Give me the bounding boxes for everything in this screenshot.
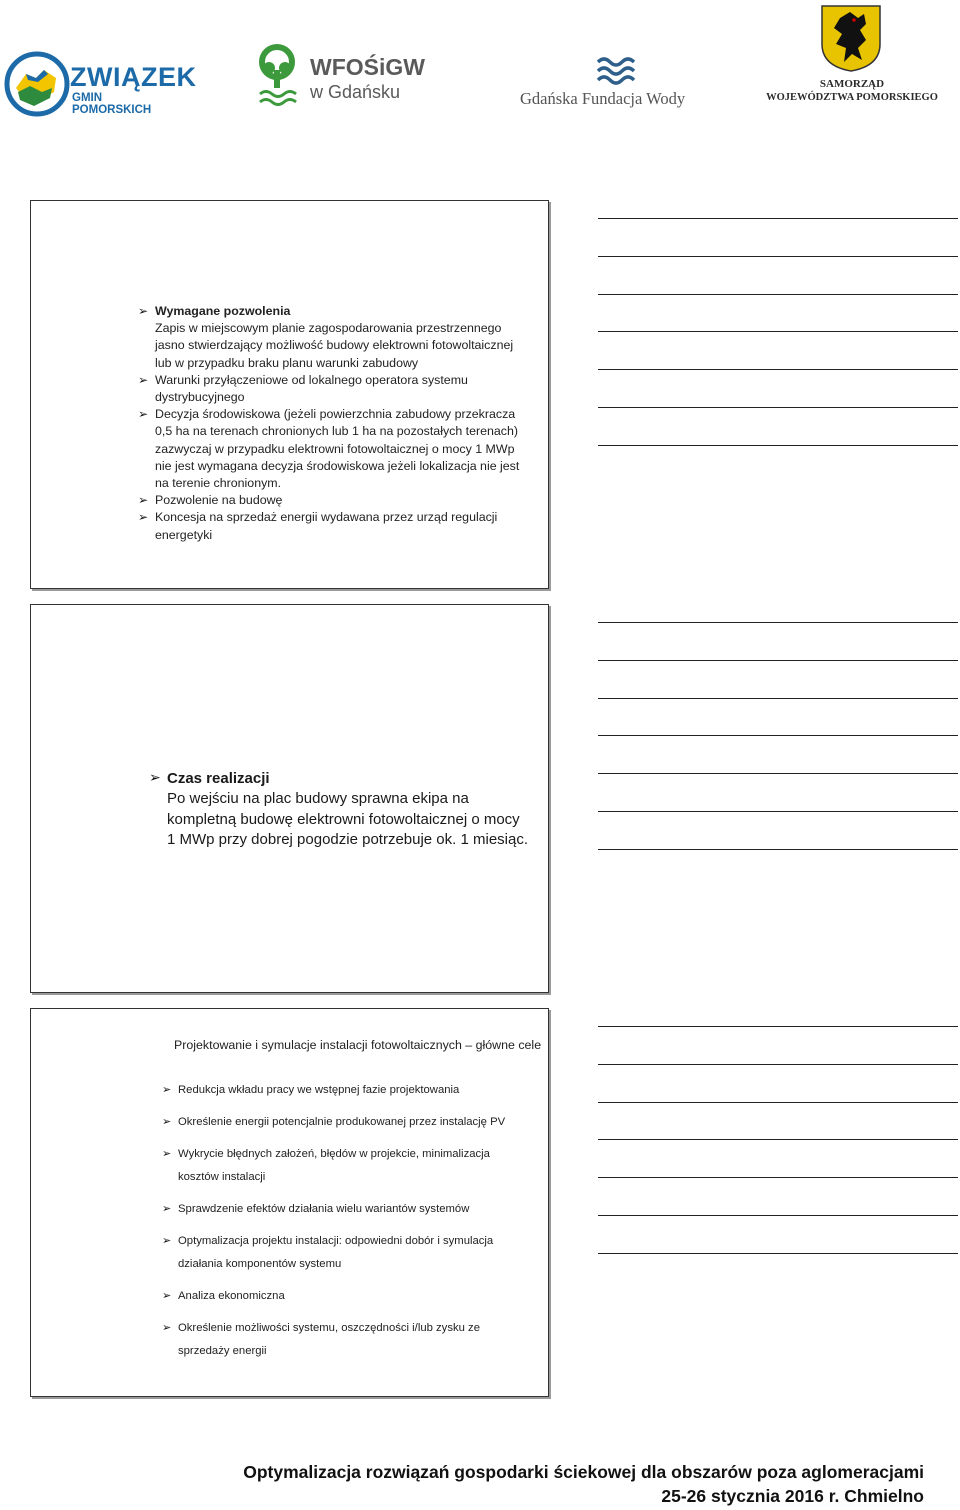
arrow-bullet-icon: ➢ bbox=[138, 407, 149, 422]
arrow-bullet-icon: ➢ bbox=[162, 1148, 172, 1160]
design-goal-text: Redukcja wkładu pracy we wstępnej fazie projektowania bbox=[178, 1084, 460, 1096]
note-line bbox=[598, 849, 958, 850]
permit-item bbox=[138, 406, 525, 492]
permit-item-text: Zapis w miejscowym planie zagospodarowania przestrzennego jasno stwierdzający możliwość budowy elektrowni fotowoltaicznej lub w przypadku braku planu warunki zabudowy bbox=[155, 321, 514, 370]
design-goal-text: Optymalizacja projektu instalacji: odpowiedni dobór i symulacja działania komponentów systemu bbox=[178, 1235, 494, 1270]
notes-lines-2 bbox=[598, 622, 958, 862]
note-line bbox=[598, 1253, 958, 1254]
design-goal-text: Wykrycie błędnych założeń, błędów w projekcie, minimalizacja kosztów instalacji bbox=[178, 1148, 490, 1183]
note-line bbox=[598, 1064, 958, 1065]
permit-item bbox=[138, 303, 525, 320]
design-goal-text: Sprawdzenie efektów działania wielu wariantów systemów bbox=[178, 1203, 470, 1215]
design-goal-text: Analiza ekonomiczna bbox=[178, 1290, 285, 1302]
arrow-bullet-icon: ➢ bbox=[162, 1116, 172, 1128]
notes-lines-1 bbox=[598, 218, 958, 458]
design-goal-item bbox=[162, 1317, 532, 1363]
permit-item bbox=[138, 509, 525, 543]
arrow-bullet-icon: ➢ bbox=[162, 1084, 172, 1096]
permit-item-text: Warunki przyłączeniowe od lokalnego operatora systemu dystrybucyjnego bbox=[155, 372, 468, 405]
permit-item-text: Wymagane pozwolenia bbox=[155, 304, 291, 318]
realization-body: Po wejściu na plac budowy sprawna ekipa na kompletną budowę elektrowni fotowoltaicznej o mocy 1 MWp przy dobrej pogodzie potrzebuje ok. 1 miesiąc. bbox=[167, 790, 529, 848]
footer-event-date: 25-26 stycznia 2016 r. Chmielno bbox=[661, 1486, 924, 1506]
arrow-bullet-icon: ➢ bbox=[138, 510, 149, 525]
samorzad-wojewodztwa-logo bbox=[766, 4, 938, 108]
griffin-crest-icon bbox=[820, 4, 882, 72]
arrow-bullet-icon: ➢ bbox=[138, 304, 149, 318]
design-goal-text: Określenie możliwości systemu, oszczędności i/lub zysku ze sprzedaży energii bbox=[178, 1322, 480, 1357]
gdanska-fundacja-wody-name: Gdańska Fundacja Wody bbox=[520, 89, 686, 108]
wfosigw-logo bbox=[252, 44, 442, 114]
note-line bbox=[598, 622, 958, 623]
design-goal-text: Określenie energii potencjalnie produkowanej przez instalację PV bbox=[178, 1116, 506, 1128]
note-line bbox=[598, 698, 958, 699]
gdanska-fundacja-wody-logo bbox=[518, 56, 714, 112]
slide-realization-time bbox=[30, 604, 549, 993]
realization-heading: Czas realizacji bbox=[167, 770, 270, 787]
slide-design-goals bbox=[30, 1008, 549, 1397]
design-goal-item bbox=[162, 1111, 532, 1134]
note-line bbox=[598, 445, 958, 446]
permit-item-text: Pozwolenie na budowę bbox=[155, 493, 283, 508]
wfosigw-logo-title: WFOŚiGW bbox=[310, 54, 425, 80]
note-line bbox=[598, 660, 958, 661]
design-goal-item bbox=[162, 1230, 532, 1276]
slide-permits bbox=[30, 200, 549, 589]
permit-item bbox=[138, 372, 525, 406]
zwiazek-logo-subtitle: GMIN POMORSKICH bbox=[72, 92, 152, 116]
samorzad-logo-subtitle: WOJEWÓDZTWA POMORSKIEGO bbox=[766, 92, 938, 103]
permits-list bbox=[138, 303, 525, 544]
design-goal-item bbox=[162, 1198, 532, 1221]
note-line bbox=[598, 811, 958, 812]
tree-icon bbox=[252, 44, 302, 110]
note-line bbox=[598, 218, 958, 219]
footer-event-title: Optymalizacja rozwiązań gospodarki ściekowej dla obszarów poza aglomeracjami bbox=[243, 1462, 924, 1482]
note-line bbox=[598, 331, 958, 332]
note-line bbox=[598, 1177, 958, 1178]
notes-lines-3 bbox=[598, 1026, 958, 1266]
permit-item bbox=[155, 320, 525, 372]
realization-block bbox=[149, 768, 529, 851]
arrow-bullet-icon: ➢ bbox=[138, 372, 149, 387]
note-line bbox=[598, 369, 958, 370]
note-line bbox=[598, 773, 958, 774]
permit-item-text: Decyzja środowiskowa (jeżeli powierzchnia zabudowy przekracza 0,5 ha na terenach chronionych lub 1 ha na pozostałych terenach) zazwyczaj w przypadku elektrowni fotowoltaicznej o mocy 1 MWp nie jest wymagana decyzja środowiskowa jeżeli lokalizacja nie jest na terenie chronionym. bbox=[155, 407, 520, 491]
note-line bbox=[598, 294, 958, 295]
design-goal-item bbox=[162, 1079, 532, 1102]
design-goal-item bbox=[162, 1285, 532, 1308]
note-line bbox=[598, 1102, 958, 1103]
note-line bbox=[598, 735, 958, 736]
design-goals-title: Projektowanie i symulacje instalacji fotowoltaicznych – główne cele bbox=[174, 1038, 542, 1052]
zwiazek-gmin-pomorskich-logo bbox=[4, 48, 197, 120]
note-line bbox=[598, 1026, 958, 1027]
note-line bbox=[598, 1139, 958, 1140]
arrow-bullet-icon: ➢ bbox=[162, 1322, 172, 1334]
note-line bbox=[598, 256, 958, 257]
design-goals-list bbox=[162, 1079, 532, 1372]
zwiazek-emblem-icon bbox=[4, 48, 70, 120]
note-line bbox=[598, 407, 958, 408]
arrow-bullet-icon: ➢ bbox=[162, 1235, 172, 1247]
arrow-bullet-icon: ➢ bbox=[162, 1290, 172, 1302]
arrow-bullet-icon: ➢ bbox=[149, 769, 161, 785]
permit-item bbox=[138, 492, 525, 509]
arrow-bullet-icon: ➢ bbox=[138, 493, 149, 508]
arrow-bullet-icon: ➢ bbox=[162, 1203, 172, 1215]
note-line bbox=[598, 1215, 958, 1216]
samorzad-logo-title: SAMORZĄD bbox=[819, 78, 885, 90]
zwiazek-logo-title: ZWIĄZEK bbox=[70, 62, 197, 92]
design-goal-item bbox=[162, 1143, 532, 1189]
wfosigw-logo-subtitle: w Gdańsku bbox=[310, 82, 401, 102]
permit-item-text: Koncesja na sprzedaż energii wydawana przez urząd regulacji energetyki bbox=[155, 510, 498, 542]
waves-icon bbox=[596, 56, 636, 86]
